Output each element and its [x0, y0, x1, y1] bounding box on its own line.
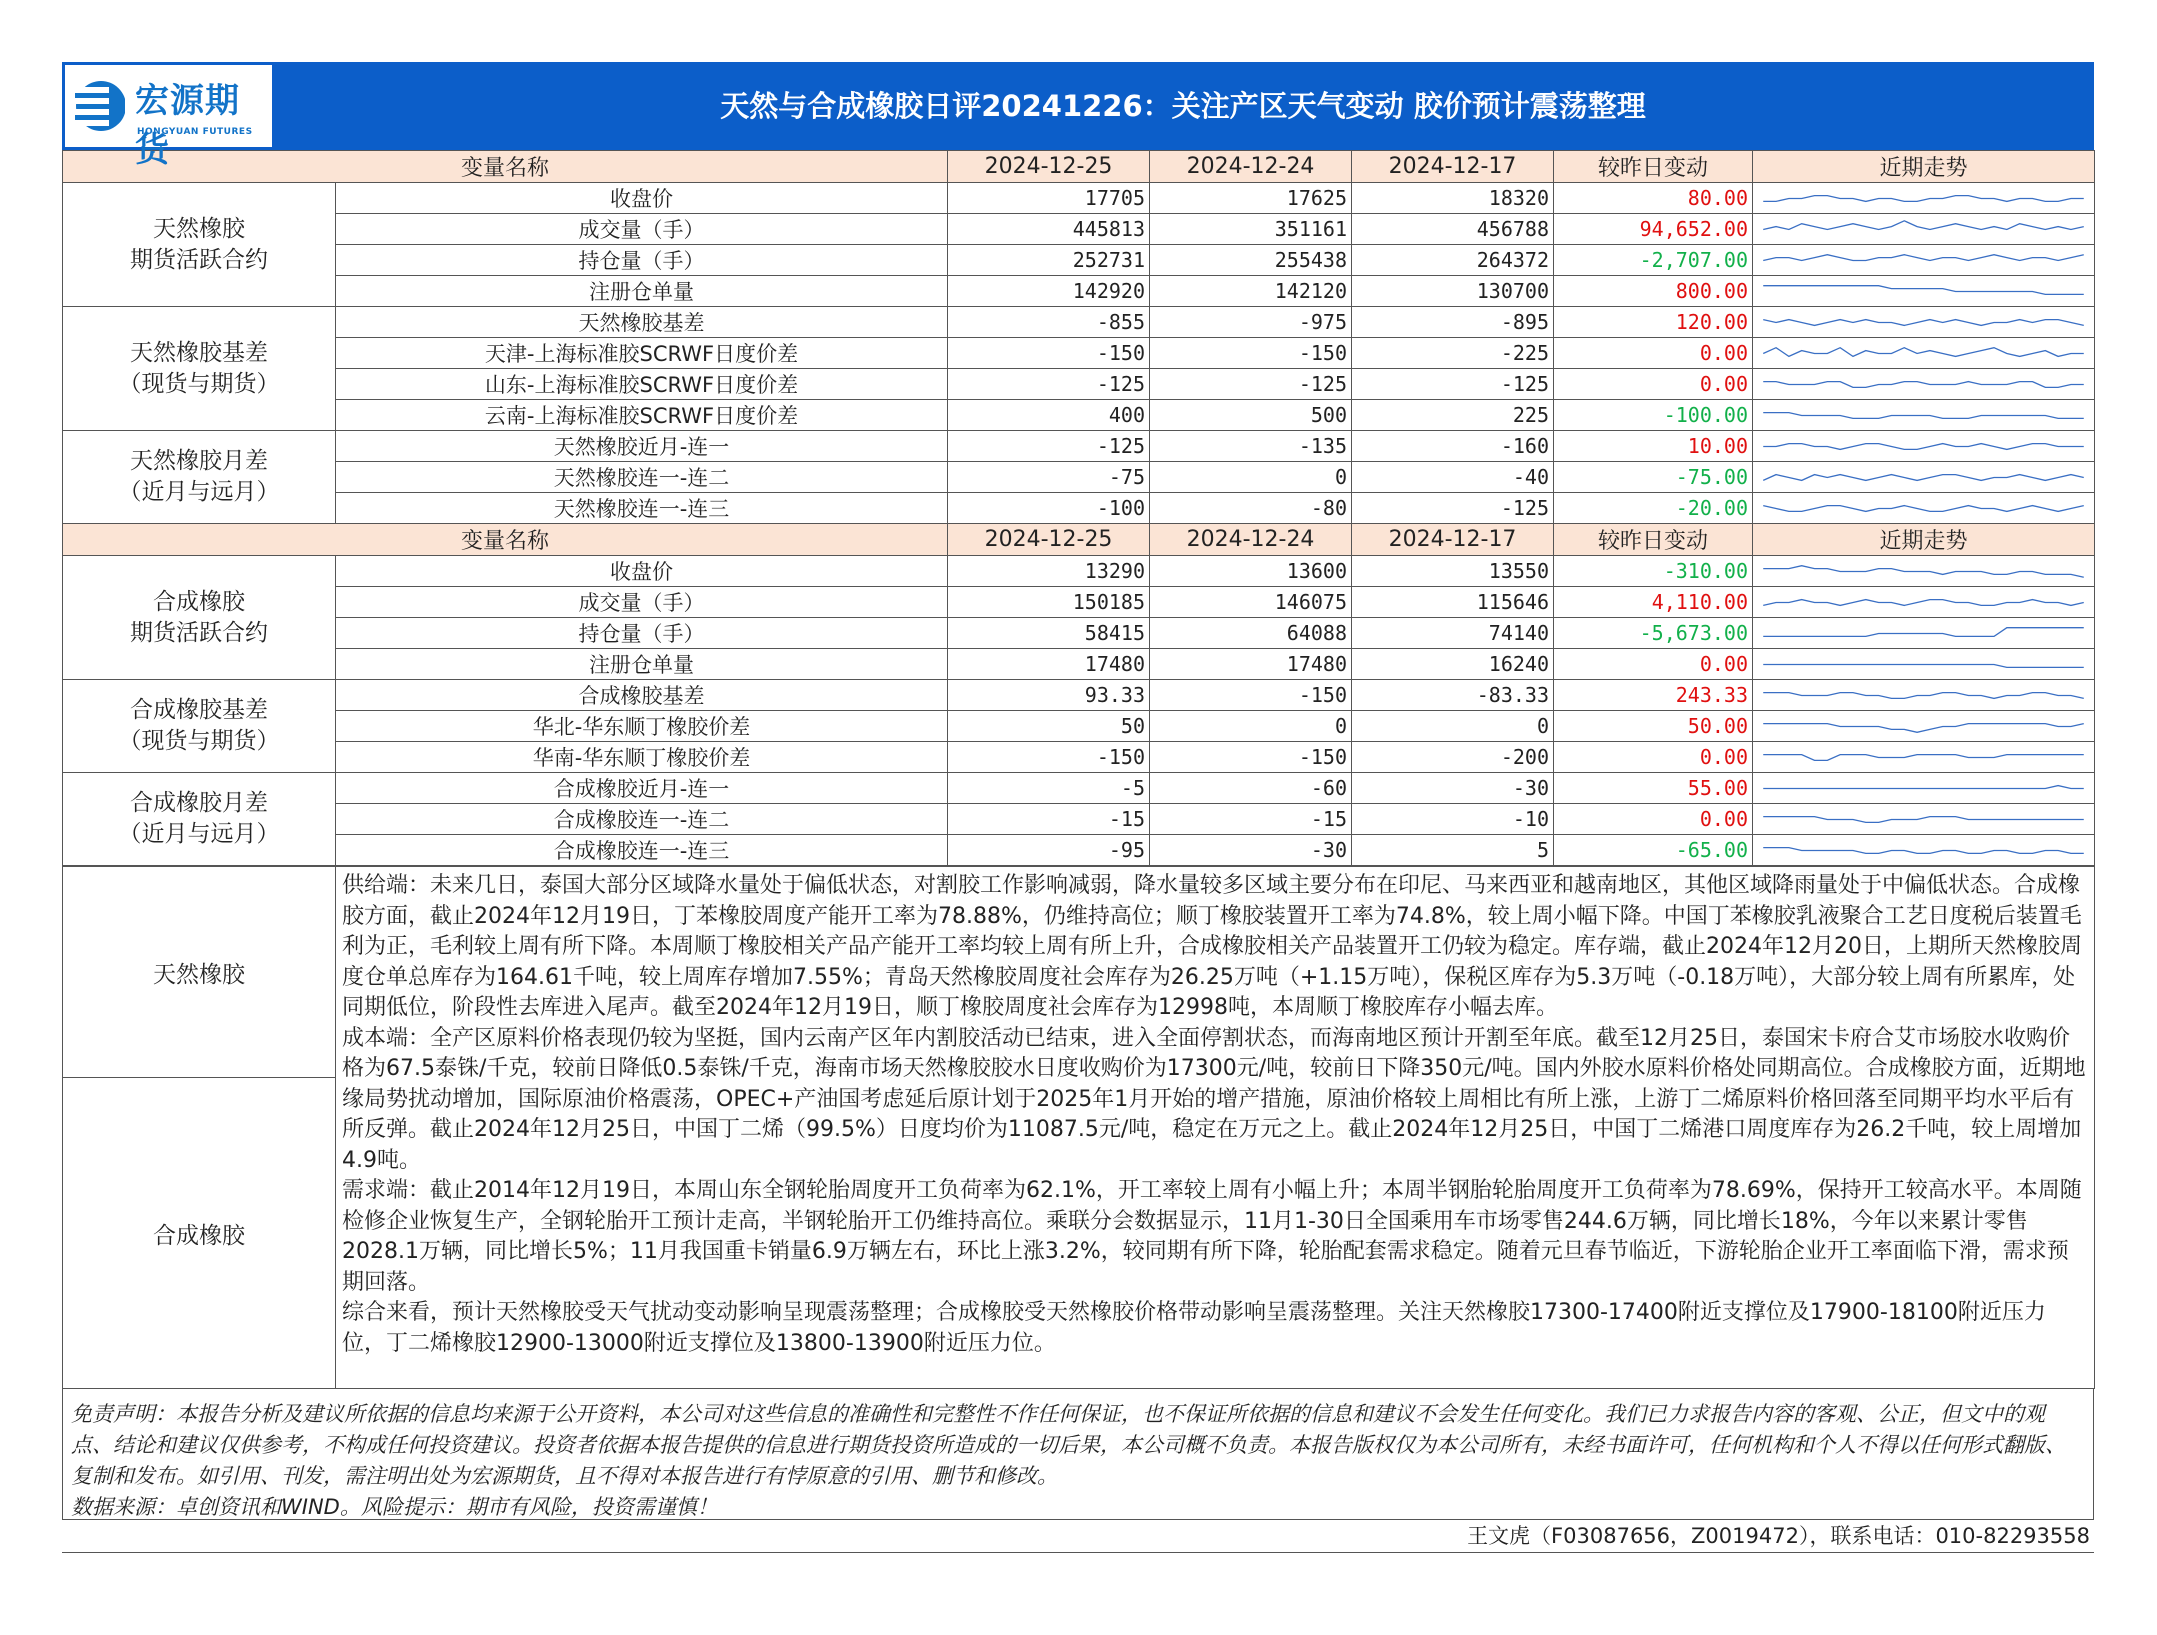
table-row: [63, 245, 2095, 276]
logo-text-en: HONGYUAN FUTURES: [137, 127, 253, 137]
value-date-3: 13550: [1352, 556, 1554, 587]
table-row: [63, 276, 2095, 307]
variable-name: 天然橡胶近月-连一: [336, 431, 948, 462]
sparkline: [1753, 277, 2094, 306]
sparkline: [1753, 619, 2094, 648]
value-date-2: 64088: [1150, 618, 1352, 649]
sparkline-series: [1763, 692, 2084, 698]
value-date-2: -80: [1150, 493, 1352, 524]
value-date-1: -95: [948, 835, 1150, 866]
value-date-3: -225: [1352, 338, 1554, 369]
sparkline-series: [1763, 220, 2084, 229]
value-date-1: -15: [948, 804, 1150, 835]
variable-name: 天然橡胶连一-连三: [336, 493, 948, 524]
table-row: [63, 183, 2095, 214]
sparkline: [1753, 557, 2094, 586]
table-row: [63, 462, 2095, 493]
sparkline-series: [1763, 254, 2084, 260]
value-date-2: -975: [1150, 307, 1352, 338]
daily-change: 4,110.00: [1554, 587, 1753, 618]
sparkline-cell: [1753, 711, 2095, 742]
group-label: 合成橡胶 期货活跃合约: [63, 556, 336, 680]
table-row: [63, 680, 2095, 711]
group-label: 天然橡胶 期货活跃合约: [63, 183, 336, 307]
value-date-2: -150: [1150, 680, 1352, 711]
sparkline-cell: [1753, 618, 2095, 649]
sparkline: [1753, 805, 2094, 834]
value-date-2: 13600: [1150, 556, 1352, 587]
daily-change: 80.00: [1554, 183, 1753, 214]
sparkline-series: [1763, 816, 2084, 822]
value-date-1: -855: [948, 307, 1150, 338]
sparkline-series: [1763, 381, 2084, 387]
value-date-3: -895: [1352, 307, 1554, 338]
table-row: [63, 711, 2095, 742]
variable-name: 合成橡胶连一-连三: [336, 835, 948, 866]
daily-change: 120.00: [1554, 307, 1753, 338]
table-row: [63, 618, 2095, 649]
value-date-3: 130700: [1352, 276, 1554, 307]
header-variable-name: 变量名称: [63, 524, 948, 556]
value-date-3: -10: [1352, 804, 1554, 835]
variable-name: 华南-华东顺丁橡胶价差: [336, 742, 948, 773]
table-row: [63, 804, 2095, 835]
value-date-3: 0: [1352, 711, 1554, 742]
sparkline: [1753, 432, 2094, 461]
sparkline-series: [1763, 599, 2084, 605]
header-date-2: 2024-12-24: [1150, 524, 1352, 556]
report-sheet: [62, 62, 2094, 1553]
value-date-3: 264372: [1352, 245, 1554, 276]
value-date-2: -30: [1150, 835, 1352, 866]
value-date-2: -125: [1150, 369, 1352, 400]
daily-change: 243.33: [1554, 680, 1753, 711]
sparkline-cell: [1753, 245, 2095, 276]
sparkline: [1753, 650, 2094, 679]
indicator-table: [62, 150, 2095, 866]
value-date-1: -75: [948, 462, 1150, 493]
sparkline: [1753, 370, 2094, 399]
value-date-2: -150: [1150, 338, 1352, 369]
header-date-1: 2024-12-25: [948, 524, 1150, 556]
value-date-3: -125: [1352, 493, 1554, 524]
variable-name: 成交量（手）: [336, 214, 948, 245]
value-date-3: -125: [1352, 369, 1554, 400]
sparkline: [1753, 215, 2094, 244]
table-row: [63, 773, 2095, 804]
daily-change: 55.00: [1554, 773, 1753, 804]
sparkline: [1753, 184, 2094, 213]
sparkline-series: [1763, 847, 2084, 853]
value-date-1: -5: [948, 773, 1150, 804]
value-date-1: 17705: [948, 183, 1150, 214]
value-date-2: 351161: [1150, 214, 1352, 245]
sparkline-series: [1763, 505, 2084, 511]
variable-name: 天然橡胶基差: [336, 307, 948, 338]
value-date-1: 17480: [948, 649, 1150, 680]
sparkline-cell: [1753, 835, 2095, 866]
daily-change: 10.00: [1554, 431, 1753, 462]
value-date-1: -100: [948, 493, 1150, 524]
sparkline-series: [1763, 785, 2084, 788]
sparkline-cell: [1753, 369, 2095, 400]
sparkline: [1753, 681, 2094, 710]
value-date-3: -40: [1352, 462, 1554, 493]
value-date-2: 255438: [1150, 245, 1352, 276]
variable-name: 收盘价: [336, 183, 948, 214]
value-date-1: 13290: [948, 556, 1150, 587]
sparkline-series: [1763, 474, 2084, 480]
sparkline-series: [1763, 754, 2084, 760]
table-row: [63, 556, 2095, 587]
sparkline-cell: [1753, 307, 2095, 338]
value-date-1: -125: [948, 369, 1150, 400]
header-recent-trend: 近期走势: [1753, 151, 2095, 183]
sparkline-cell: [1753, 649, 2095, 680]
daily-change: -20.00: [1554, 493, 1753, 524]
daily-change: -5,673.00: [1554, 618, 1753, 649]
sparkline: [1753, 836, 2094, 865]
commentary-text: [336, 867, 2095, 1389]
daily-change: 0.00: [1554, 804, 1753, 835]
variable-name: 云南-上海标准胶SCRWF日度价差: [336, 400, 948, 431]
table-row: [63, 369, 2095, 400]
header-date-3: 2024-12-17: [1352, 524, 1554, 556]
variable-name: 持仓量（手）: [336, 618, 948, 649]
value-date-1: 50: [948, 711, 1150, 742]
data-source: 数据来源：卓创资讯和WIND。风险提示：期市有风险，投资需谨慎！: [71, 1495, 718, 1519]
sparkline-cell: [1753, 462, 2095, 493]
value-date-2: -135: [1150, 431, 1352, 462]
table-row: [63, 649, 2095, 680]
variable-name: 华北-华东顺丁橡胶价差: [336, 711, 948, 742]
sparkline-series: [1763, 664, 2084, 667]
sparkline-cell: [1753, 587, 2095, 618]
table-row: [63, 835, 2095, 866]
value-date-3: -83.33: [1352, 680, 1554, 711]
sparkline-series: [1763, 195, 2084, 201]
value-date-3: 16240: [1352, 649, 1554, 680]
table-header-row: [63, 524, 2095, 556]
value-date-2: -150: [1150, 742, 1352, 773]
header-daily-change: 较昨日变动: [1554, 524, 1753, 556]
group-label: 天然橡胶月差 （近月与远月）: [63, 431, 336, 524]
table-row: [63, 338, 2095, 369]
daily-change: -65.00: [1554, 835, 1753, 866]
sparkline-cell: [1753, 183, 2095, 214]
value-date-1: 252731: [948, 245, 1150, 276]
value-date-1: -125: [948, 431, 1150, 462]
sparkline-cell: [1753, 400, 2095, 431]
variable-name: 收盘价: [336, 556, 948, 587]
commentary-table: [62, 866, 2095, 1389]
daily-change: -100.00: [1554, 400, 1753, 431]
value-date-3: 74140: [1352, 618, 1554, 649]
sparkline-cell: [1753, 338, 2095, 369]
disclaimer-text: 免责声明：本报告分析及建议所依据的信息均来源于公开资料，本公司对这些信息的准确性和完整性不作任何保证，也不保证所依据的信息和建议不会发生任何变化。我们已力求报告内容的客观、公正，但文中的观点、结论和建议仅供参考，不构成任何投资建议。投资者依据本报告提供的信息进行期货投资所造成的一切后果，本公司概不负责。本报告版权仅为本公司所有，未经书面许可，任何机构和个人不得以任何形式翻版、复制和发布。如引用、刊发，需注明出处为宏源期货，且不得对本报告进行有悖原意的引用、删节和修改。: [71, 1402, 2066, 1488]
value-date-2: 17625: [1150, 183, 1352, 214]
sparkline: [1753, 494, 2094, 523]
daily-change: 0.00: [1554, 369, 1753, 400]
daily-change: 0.00: [1554, 649, 1753, 680]
daily-change: -75.00: [1554, 462, 1753, 493]
sparkline: [1753, 463, 2094, 492]
variable-name: 合成橡胶连一-连二: [336, 804, 948, 835]
commentary-label-natural: 天然橡胶: [63, 867, 336, 1078]
value-date-3: 5: [1352, 835, 1554, 866]
table-row: [63, 587, 2095, 618]
value-date-3: 225: [1352, 400, 1554, 431]
sparkline-series: [1763, 627, 2084, 636]
value-date-2: 0: [1150, 711, 1352, 742]
sparkline: [1753, 308, 2094, 337]
analyst-contact: 王文虎（F03087656，Z0019472），联系电话：010-82293558: [62, 1520, 2094, 1553]
daily-change: 0.00: [1554, 338, 1753, 369]
variable-name: 合成橡胶近月-连一: [336, 773, 948, 804]
header-date-3: 2024-12-17: [1352, 151, 1554, 183]
sparkline-cell: [1753, 214, 2095, 245]
sparkline-cell: [1753, 804, 2095, 835]
variable-name: 天然橡胶连一-连二: [336, 462, 948, 493]
sparkline: [1753, 743, 2094, 772]
commentary-cost: 成本端：全产区原料价格表现仍较为坚挺，国内云南产区年内割胶活动已结束，进入全面停割状态，而海南地区预计开割至年底。截至12月25日，泰国宋卡府合艾市场胶水收购价格为67.5泰铢/千克，较前日降低0.5泰铢/千克，海南市场天然橡胶胶水日度收购价为17300元/吨，较前日下降350元/吨。国内外胶水原料价格处同期高位。合成橡胶方面，近期地缘局势扰动增加，国际原油价格震荡，OPEC+产油国考虑延后原计划于2025年1月开始的增产措施，原油价格较上周相比有所上涨，上游丁二烯原料价格回落至同期平均水平后有所反弹。截止2024年12月25日，中国丁二烯（99.5%）日度均价为11087.5元/吨，稳定在万元之上。截止2024年12月25日，中国丁二烯港口周度库存为26.2千吨，较上周增加4.9吨。: [342, 1025, 2086, 1173]
group-label: 天然橡胶基差 （现货与期货）: [63, 307, 336, 431]
sparkline: [1753, 246, 2094, 275]
variable-name: 成交量（手）: [336, 587, 948, 618]
sparkline-cell: [1753, 431, 2095, 462]
group-label: 合成橡胶基差 （现货与期货）: [63, 680, 336, 773]
value-date-1: -150: [948, 742, 1150, 773]
hongyuan-logo: [65, 65, 272, 170]
daily-change: 94,652.00: [1554, 214, 1753, 245]
logo-text-cn: 宏源期货: [135, 81, 240, 170]
sparkline: [1753, 339, 2094, 368]
value-date-2: 142120: [1150, 276, 1352, 307]
report-title: 天然与合成橡胶日评20241226：关注产区天气变动 胶价预计震荡整理: [720, 89, 1646, 123]
variable-name: 注册仓单量: [336, 649, 948, 680]
header-daily-change: 较昨日变动: [1554, 151, 1753, 183]
sparkline: [1753, 588, 2094, 617]
sparkline: [1753, 712, 2094, 741]
table-row: [63, 400, 2095, 431]
sparkline: [1753, 401, 2094, 430]
sparkline-cell: [1753, 680, 2095, 711]
table-row: [63, 214, 2095, 245]
sparkline-series: [1763, 565, 2084, 577]
variable-name: 持仓量（手）: [336, 245, 948, 276]
sparkline-series: [1763, 443, 2084, 449]
sparkline-cell: [1753, 493, 2095, 524]
value-date-1: 142920: [948, 276, 1150, 307]
sparkline-series: [1763, 347, 2084, 356]
sparkline: [1753, 774, 2094, 803]
variable-name: 合成橡胶基差: [336, 680, 948, 711]
value-date-1: 445813: [948, 214, 1150, 245]
sparkline-cell: [1753, 276, 2095, 307]
value-date-2: 0: [1150, 462, 1352, 493]
daily-change: 800.00: [1554, 276, 1753, 307]
value-date-3: -160: [1352, 431, 1554, 462]
commentary-summary: 综合来看，预计天然橡胶受天气扰动变动影响呈现震荡整理；合成橡胶受天然橡胶价格带动影响呈震荡整理。关注天然橡胶17300-17400附近支撑位及17900-18100附近压力位，丁二烯橡胶12900-13000附近支撑位及13800-13900附近压力位。: [342, 1300, 2046, 1356]
header-date-2: 2024-12-24: [1150, 151, 1352, 183]
daily-change: 0.00: [1554, 742, 1753, 773]
hongyuan-logo-icon: [73, 73, 125, 139]
table-row: [63, 431, 2095, 462]
value-date-1: 93.33: [948, 680, 1150, 711]
table-row: [63, 493, 2095, 524]
variable-name: 山东-上海标准胶SCRWF日度价差: [336, 369, 948, 400]
value-date-1: 150185: [948, 587, 1150, 618]
value-date-2: 146075: [1150, 587, 1352, 618]
sparkline-series: [1763, 412, 2084, 418]
sparkline-series: [1763, 285, 2084, 294]
sparkline-cell: [1753, 773, 2095, 804]
sparkline-cell: [1753, 556, 2095, 587]
commentary-demand: 需求端：截止2014年12月19日，本周山东全钢轮胎周度开工负荷率为62.1%，开工率较上周有小幅上升；本周半钢胎轮胎周度开工负荷率为78.69%，保持开工较高水平。本周随检修企业恢复生产，全钢轮胎开工预计走高，半钢轮胎开工仍维持高位。乘联分会数据显示，11月1-30日全国乘用车市场零售244.6万辆，同比增长18%，今年以来累计零售2028.1万辆，同比增长5%；11月我国重卡销量6.9万辆左右，环比上涨3.2%，较同期有所下降，轮胎配套需求稳定。随着元旦春节临近，下游轮胎企业开工率面临下滑，需求预期回落。: [342, 1178, 2082, 1295]
value-date-3: -200: [1352, 742, 1554, 773]
value-date-2: -60: [1150, 773, 1352, 804]
disclaimer: [62, 1389, 2094, 1520]
sparkline-series: [1763, 723, 2084, 732]
value-date-1: 400: [948, 400, 1150, 431]
value-date-1: 58415: [948, 618, 1150, 649]
value-date-3: -30: [1352, 773, 1554, 804]
value-date-2: 17480: [1150, 649, 1352, 680]
sparkline-series: [1763, 319, 2084, 325]
value-date-3: 18320: [1352, 183, 1554, 214]
commentary-label-synthetic: 合成橡胶: [63, 1078, 336, 1389]
variable-name: 天津-上海标准胶SCRWF日度价差: [336, 338, 948, 369]
variable-name: 注册仓单量: [336, 276, 948, 307]
table-header-row: [63, 151, 2095, 183]
header-variable-name: 变量名称: [63, 151, 948, 183]
value-date-1: -150: [948, 338, 1150, 369]
table-row: [63, 307, 2095, 338]
daily-change: 50.00: [1554, 711, 1753, 742]
daily-change: -310.00: [1554, 556, 1753, 587]
group-label: 合成橡胶月差 （近月与远月）: [63, 773, 336, 866]
value-date-2: 500: [1150, 400, 1352, 431]
commentary-supply: 供给端：未来几日，泰国大部分区域降水量处于偏低状态，对割胶工作影响减弱，降水量较多区域主要分布在印尼、马来西亚和越南地区，其他区域降雨量处于中偏低状态。合成橡胶方面，截止2024年12月19日，丁苯橡胶周度产能开工率为78.88%，仍维持高位；顺丁橡胶装置开工率为74.8%，较上周小幅下降。中国丁苯橡胶乳液聚合工艺日度税后装置毛利为正，毛利较上周有所下降。本周顺丁橡胶相关产品产能开工率均较上周有所上升，合成橡胶相关产品装置开工仍较为稳定。库存端，截止2024年12月20日，上期所天然橡胶周度仓单总库存为164.61千吨，较上周库存增加7.55%；青岛天然橡胶周度社会库存为26.25万吨（+1.15万吨），保税区库存为5.3万吨（-0.18万吨），大部分较上周有所累库，处同期低位，阶段性去库进入尾声。截至2024年12月19日，顺丁橡胶周度社会库存为12998吨，本周顺丁橡胶库存小幅去库。: [342, 873, 2082, 1020]
value-date-3: 115646: [1352, 587, 1554, 618]
table-row: [63, 742, 2095, 773]
header-recent-trend: 近期走势: [1753, 524, 2095, 556]
header-date-1: 2024-12-25: [948, 151, 1150, 183]
sparkline-cell: [1753, 742, 2095, 773]
daily-change: -2,707.00: [1554, 245, 1753, 276]
value-date-3: 456788: [1352, 214, 1554, 245]
value-date-2: -15: [1150, 804, 1352, 835]
